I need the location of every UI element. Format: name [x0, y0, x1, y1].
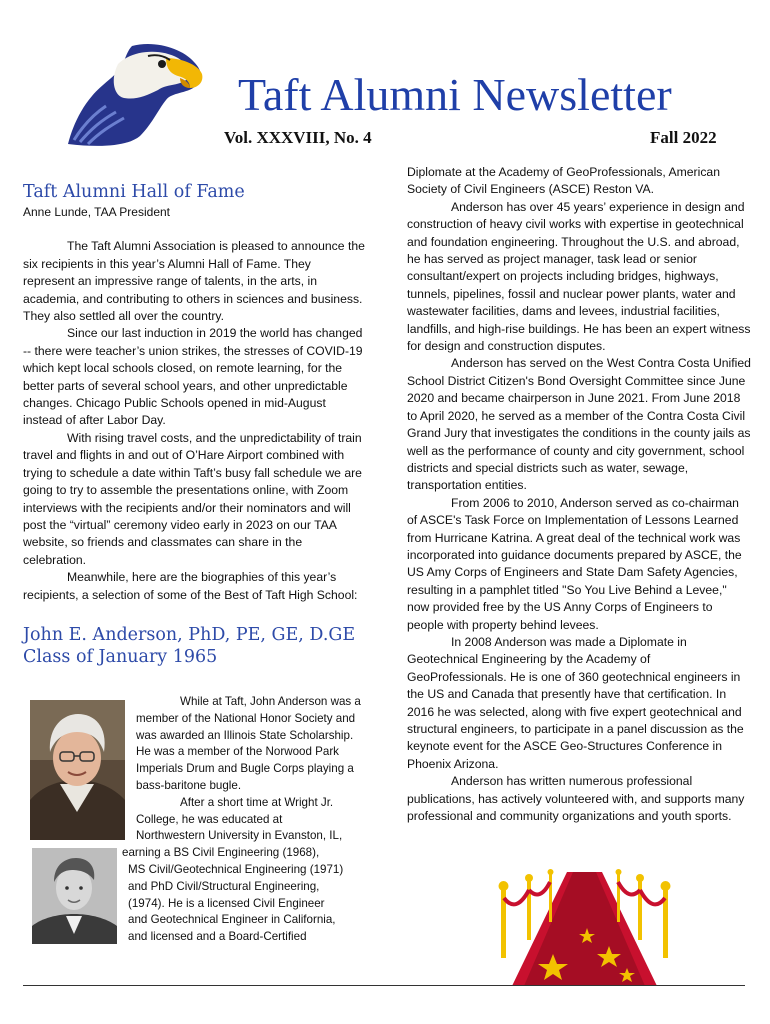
article-paragraph: Since our last induction in 2019 the world has changed -- there were teacher’s union strikes, the stresses of COVID-19 which kept local schools closed, on remote learning, for the better parts of several school years, and other unpredictable changes. Chicago Public Schools opened in mid-August instead of after Labor Day.	[23, 326, 363, 428]
profile-heading	[23, 624, 365, 668]
honoree-name: John E. Anderson, PhD, PE, GE, D.GE	[23, 624, 356, 645]
bio-line: He was a member of the Norwood Park	[136, 745, 339, 759]
bio-line: was awarded an Illinois State Scholarship.	[136, 728, 354, 742]
article-paragraph: Anderson has written numerous professional publications, has actively volunteered with, and supports many professional and community organizations and youth sports.	[407, 774, 745, 824]
hall-of-fame-heading: Taft Alumni Hall of Fame	[23, 182, 245, 202]
bio-line: and PhD Civil/Structural Engineering,	[128, 879, 320, 893]
article-paragraph: Anderson has over 45 years’ experience in design and construction of heavy civil works with expertise in geotechnical and foundation engineering. Throughout the U.S. and abroad, he has served as project manager, task lead or senior consultant/expert on projects including bridges, highways, tunnels, pipelines, fossil and nuclear power plants, water and wastewater facilities, dams and levees, industrial facilities, landfills, and high-rise buildings. He has been an expert witness for design and construction disputes.	[407, 199, 751, 354]
bio-line: member of the National Honor Society and	[136, 711, 356, 725]
bio-line: Northwestern University in Evanston, IL,	[136, 829, 343, 843]
bio-line: Imperials Drum and Bugle Corps playing a	[136, 762, 354, 776]
eagle-logo	[62, 40, 212, 150]
article-paragraph: With rising travel costs, and the unpredictability of train travel and flights in and out of O’Hare Airport combined with trying to schedule a date within Taft’s busy fall schedule we are going to try to assemble the presentations online, with Zoom interviews with the recipients and/or their nominators and will post the “virtual” ceremony video early in 2023 on our TAA website, so friends and classmates can share in the celebration.	[23, 430, 362, 567]
bio-line: and licensed and a Board-Certified	[128, 930, 307, 944]
bio-line: (1974). He is a licensed Civil Engineer	[128, 896, 325, 910]
article-paragraph: In 2008 Anderson was made a Diplomate in Geotechnical Engineering by the Academy of GeoProfessionals. He is one of 360 geotechnical engineers in the US and Canada that presently have that certification. In 2016 he was selected, along with five expert geotechnical and structural engineers, to participate in a panel discussion as the keynote event for the ASCE Geo-Structures Conference in Phoenix Arizona.	[407, 634, 744, 771]
left-column	[23, 181, 365, 684]
article-paragraph: Meanwhile, here are the biographies of this year’s recipients, a selection of some of the Best of Taft High School:	[23, 570, 358, 602]
article-paragraph: From 2006 to 2010, Anderson served as co-chairman of ASCE's Task Force on Implementation of Lessons Learned from Hurricane Katrina. A great deal of the technical work was incorporated into guidance documents prepared by ASCE, the US Amy Corps of Engineers and State Dam Safety Agencies, resulting in a pamphlet titled "So You Live Behind a Levee," now provided free by the US Anny Corps of Engineers to people with property behind levees.	[407, 495, 742, 632]
newsletter-title: Taft Alumni Newsletter	[238, 69, 672, 120]
volume-number: Vol. XXXVIII, No. 4	[224, 128, 372, 147]
bio-line: After a short time at Wright Jr.	[180, 795, 334, 809]
right-column	[407, 164, 751, 825]
yearbook-photo	[32, 848, 117, 944]
article-paragraph: Anderson has served on the West Contra Costa Unified School District Citizen's Bond Oversight Committee since June 2020 and became chairperson in June 2021. From June 2018 to April 2020, he served as a member of the Contra Costa Civil Grand Jury that investigates the conditions in the county jails as well as the performance of county and city government, school districts and special districts such as water, sewage, transportation entities.	[407, 356, 751, 493]
article-paragraph: Diplomate at the Academy of GeoProfessionals, American Society of Civil Engineers (ASCE) Reston VA.	[407, 165, 720, 197]
issue-season: Fall 2022	[650, 128, 717, 147]
footer-divider	[23, 985, 745, 986]
red-carpet-illustration	[487, 858, 682, 986]
article-byline: Anne Lunde, TAA President	[23, 205, 170, 219]
bio-line: and Geotechnical Engineer in California,	[128, 913, 336, 927]
bio-line: bass-baritone bugle.	[136, 778, 242, 792]
honoree-class: Class of January 1965	[23, 646, 218, 667]
bio-line: College, he was educated at	[136, 812, 283, 826]
bio-line: earning a BS Civil Engineering (1968),	[122, 846, 320, 860]
portrait-photo	[30, 700, 125, 840]
bio-line: MS Civil/Geotechnical Engineering (1971)	[128, 862, 344, 876]
bio-line: While at Taft, John Anderson was a	[180, 695, 361, 708]
article-paragraph: The Taft Alumni Association is pleased to announce the six recipients in this year’s Alumni Hall of Fame. They represent an impressive range of talents, in the arts, in academia, and contributing to others in sciences and business. They also settled all over the country.	[23, 239, 365, 324]
